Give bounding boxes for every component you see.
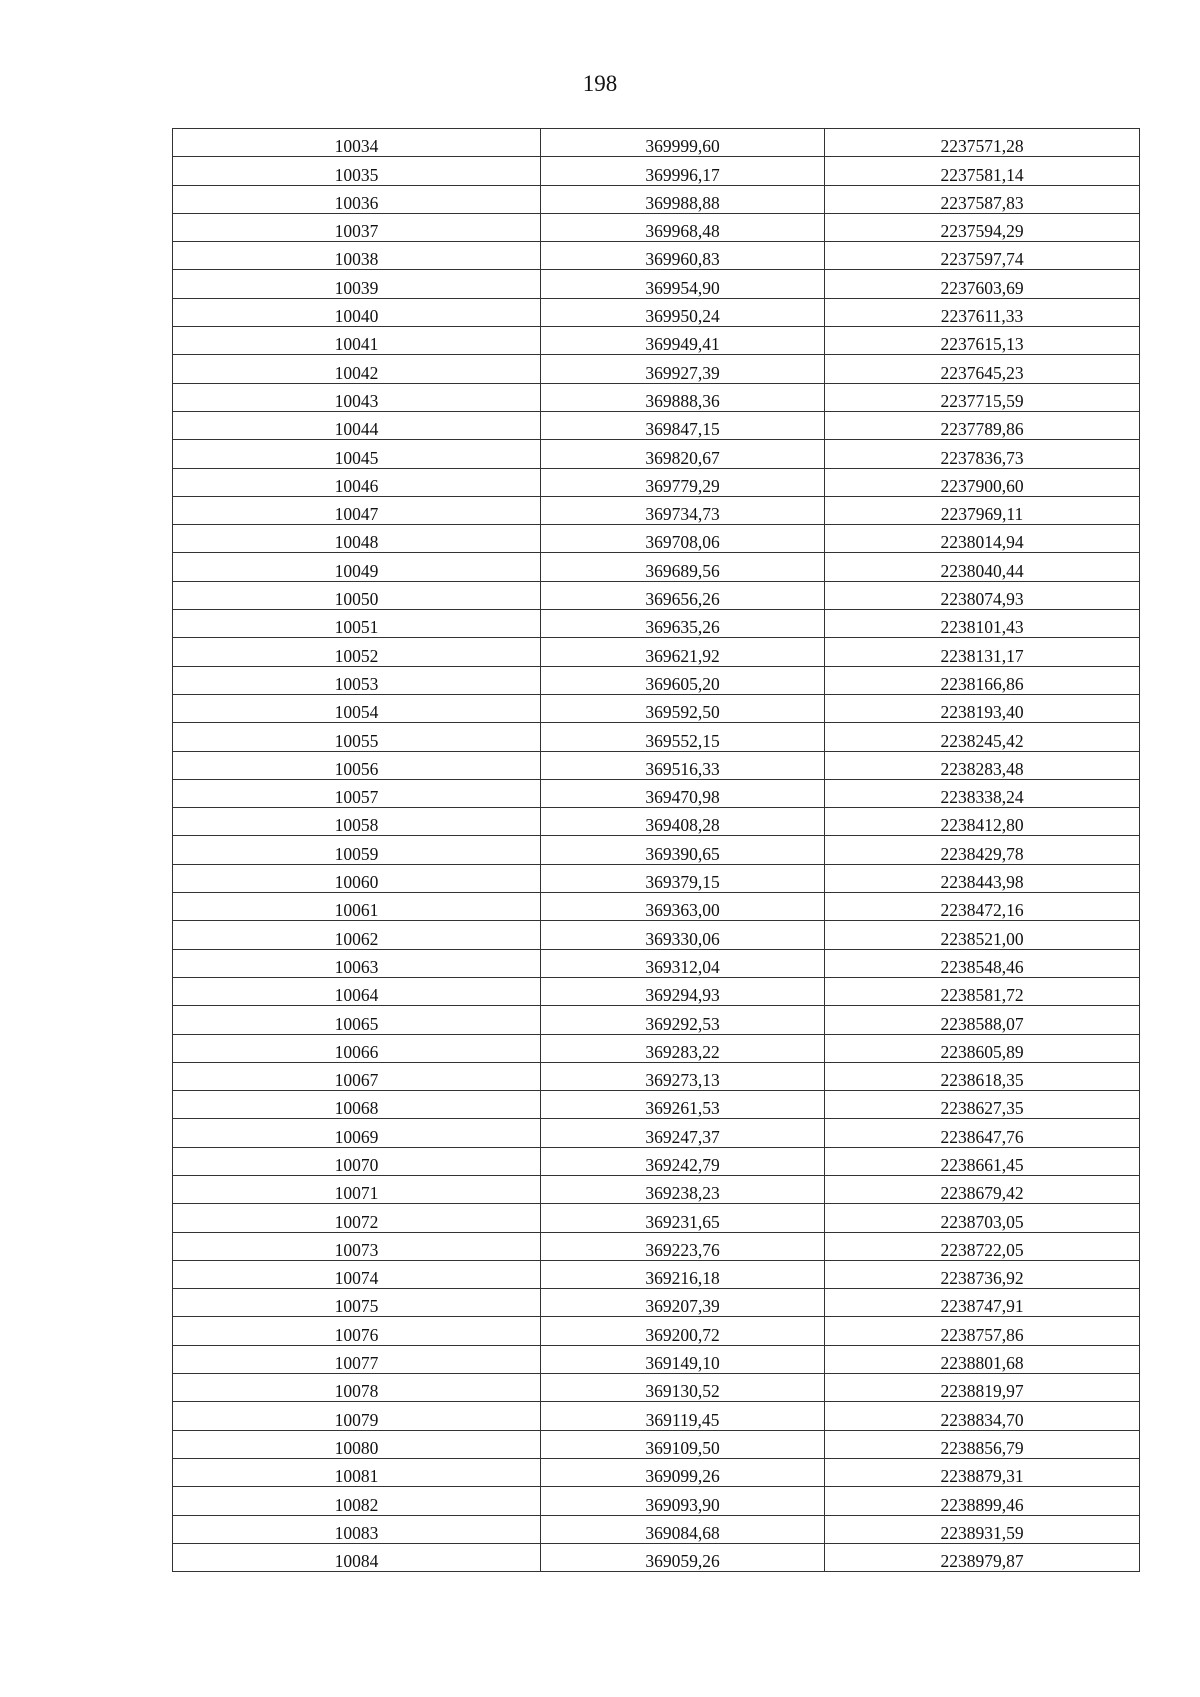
point-number-cell: 10075	[173, 1289, 541, 1317]
x-coordinate-cell: 369621,92	[541, 638, 825, 666]
y-coordinate-cell: 2237615,13	[825, 327, 1140, 355]
point-number-cell: 10051	[173, 610, 541, 638]
point-number-cell: 10053	[173, 666, 541, 694]
table-row	[173, 270, 1140, 298]
table-row	[173, 1487, 1140, 1515]
point-number-cell: 10077	[173, 1345, 541, 1373]
y-coordinate-cell: 2238879,31	[825, 1458, 1140, 1486]
point-number-cell: 10062	[173, 921, 541, 949]
table-row	[173, 553, 1140, 581]
y-coordinate-cell: 2238703,05	[825, 1204, 1140, 1232]
table-row	[173, 468, 1140, 496]
point-number-cell: 10068	[173, 1091, 541, 1119]
point-number-cell: 10079	[173, 1402, 541, 1430]
x-coordinate-cell: 369273,13	[541, 1062, 825, 1090]
y-coordinate-cell: 2237836,73	[825, 440, 1140, 468]
table-row	[173, 977, 1140, 1005]
x-coordinate-cell: 369059,26	[541, 1543, 825, 1571]
point-number-cell: 10058	[173, 808, 541, 836]
x-coordinate-cell: 369231,65	[541, 1204, 825, 1232]
table-row	[173, 1034, 1140, 1062]
point-number-cell: 10070	[173, 1147, 541, 1175]
y-coordinate-cell: 2237611,33	[825, 298, 1140, 326]
point-number-cell: 10071	[173, 1175, 541, 1203]
y-coordinate-cell: 2238443,98	[825, 864, 1140, 892]
y-coordinate-cell: 2238014,94	[825, 525, 1140, 553]
table-row	[173, 213, 1140, 241]
table-row	[173, 440, 1140, 468]
point-number-cell: 10044	[173, 411, 541, 439]
x-coordinate-cell: 369200,72	[541, 1317, 825, 1345]
page-number: 198	[582, 71, 618, 96]
table-row	[173, 1062, 1140, 1090]
y-coordinate-cell: 2238605,89	[825, 1034, 1140, 1062]
point-number-cell: 10048	[173, 525, 541, 553]
table-row	[173, 129, 1140, 157]
table-row	[173, 496, 1140, 524]
x-coordinate-cell: 369605,20	[541, 666, 825, 694]
point-number-cell: 10067	[173, 1062, 541, 1090]
x-coordinate-cell: 369988,88	[541, 185, 825, 213]
table-row	[173, 893, 1140, 921]
x-coordinate-cell: 369927,39	[541, 355, 825, 383]
table-row	[173, 1006, 1140, 1034]
x-coordinate-cell: 369968,48	[541, 213, 825, 241]
point-number-cell: 10076	[173, 1317, 541, 1345]
point-number-cell: 10063	[173, 949, 541, 977]
x-coordinate-cell: 369635,26	[541, 610, 825, 638]
x-coordinate-cell: 369330,06	[541, 921, 825, 949]
x-coordinate-cell: 369099,26	[541, 1458, 825, 1486]
table-row	[173, 1204, 1140, 1232]
point-number-cell: 10039	[173, 270, 541, 298]
x-coordinate-cell: 369390,65	[541, 836, 825, 864]
y-coordinate-cell: 2238588,07	[825, 1006, 1140, 1034]
x-coordinate-cell: 369960,83	[541, 242, 825, 270]
y-coordinate-cell: 2238193,40	[825, 694, 1140, 722]
point-number-cell: 10080	[173, 1430, 541, 1458]
x-coordinate-cell: 369283,22	[541, 1034, 825, 1062]
y-coordinate-cell: 2238627,35	[825, 1091, 1140, 1119]
point-number-cell: 10046	[173, 468, 541, 496]
y-coordinate-cell: 2237789,86	[825, 411, 1140, 439]
x-coordinate-cell: 369216,18	[541, 1260, 825, 1288]
table-row	[173, 1091, 1140, 1119]
y-coordinate-cell: 2237603,69	[825, 270, 1140, 298]
y-coordinate-cell: 2238412,80	[825, 808, 1140, 836]
table-row	[173, 779, 1140, 807]
point-number-cell: 10036	[173, 185, 541, 213]
point-number-cell: 10083	[173, 1515, 541, 1543]
table-row	[173, 581, 1140, 609]
y-coordinate-cell: 2238074,93	[825, 581, 1140, 609]
table-row	[173, 1147, 1140, 1175]
x-coordinate-cell: 369708,06	[541, 525, 825, 553]
table-row	[173, 864, 1140, 892]
table-row	[173, 1119, 1140, 1147]
x-coordinate-cell: 369592,50	[541, 694, 825, 722]
point-number-cell: 10055	[173, 723, 541, 751]
point-number-cell: 10042	[173, 355, 541, 383]
y-coordinate-cell: 2238801,68	[825, 1345, 1140, 1373]
x-coordinate-cell: 369363,00	[541, 893, 825, 921]
y-coordinate-cell: 2237581,14	[825, 157, 1140, 185]
y-coordinate-cell: 2238283,48	[825, 751, 1140, 779]
point-number-cell: 10069	[173, 1119, 541, 1147]
table-row	[173, 1515, 1140, 1543]
x-coordinate-cell: 369996,17	[541, 157, 825, 185]
point-number-cell: 10073	[173, 1232, 541, 1260]
table-row	[173, 610, 1140, 638]
table-row	[173, 298, 1140, 326]
coordinates-table-body	[173, 129, 1140, 1572]
table-row	[173, 836, 1140, 864]
x-coordinate-cell: 369084,68	[541, 1515, 825, 1543]
y-coordinate-cell: 2238647,76	[825, 1119, 1140, 1147]
x-coordinate-cell: 369149,10	[541, 1345, 825, 1373]
point-number-cell: 10043	[173, 383, 541, 411]
y-coordinate-cell: 2238472,16	[825, 893, 1140, 921]
x-coordinate-cell: 369779,29	[541, 468, 825, 496]
table-row	[173, 242, 1140, 270]
table-row	[173, 157, 1140, 185]
table-row	[173, 949, 1140, 977]
point-number-cell: 10040	[173, 298, 541, 326]
y-coordinate-cell: 2238931,59	[825, 1515, 1140, 1543]
y-coordinate-cell: 2237587,83	[825, 185, 1140, 213]
point-number-cell: 10034	[173, 129, 541, 157]
y-coordinate-cell: 2238722,05	[825, 1232, 1140, 1260]
point-number-cell: 10049	[173, 553, 541, 581]
table-row	[173, 1317, 1140, 1345]
x-coordinate-cell: 369242,79	[541, 1147, 825, 1175]
x-coordinate-cell: 369820,67	[541, 440, 825, 468]
y-coordinate-cell: 2238521,00	[825, 921, 1140, 949]
y-coordinate-cell: 2238245,42	[825, 723, 1140, 751]
y-coordinate-cell: 2238979,87	[825, 1543, 1140, 1571]
y-coordinate-cell: 2238661,45	[825, 1147, 1140, 1175]
y-coordinate-cell: 2238757,86	[825, 1317, 1140, 1345]
x-coordinate-cell: 369950,24	[541, 298, 825, 326]
table-row	[173, 1458, 1140, 1486]
table-row	[173, 1175, 1140, 1203]
point-number-cell: 10060	[173, 864, 541, 892]
x-coordinate-cell: 369247,37	[541, 1119, 825, 1147]
y-coordinate-cell: 2237645,23	[825, 355, 1140, 383]
table-row	[173, 1374, 1140, 1402]
x-coordinate-cell: 369109,50	[541, 1430, 825, 1458]
point-number-cell: 10038	[173, 242, 541, 270]
table-row	[173, 1345, 1140, 1373]
point-number-cell: 10059	[173, 836, 541, 864]
x-coordinate-cell: 369734,73	[541, 496, 825, 524]
point-number-cell: 10061	[173, 893, 541, 921]
table-row	[173, 694, 1140, 722]
y-coordinate-cell: 2237571,28	[825, 129, 1140, 157]
x-coordinate-cell: 369949,41	[541, 327, 825, 355]
point-number-cell: 10050	[173, 581, 541, 609]
x-coordinate-cell: 369238,23	[541, 1175, 825, 1203]
y-coordinate-cell: 2238131,17	[825, 638, 1140, 666]
x-coordinate-cell: 369656,26	[541, 581, 825, 609]
table-row	[173, 383, 1140, 411]
table-row	[173, 1289, 1140, 1317]
x-coordinate-cell: 369999,60	[541, 129, 825, 157]
x-coordinate-cell: 369261,53	[541, 1091, 825, 1119]
point-number-cell: 10072	[173, 1204, 541, 1232]
table-row	[173, 808, 1140, 836]
table-row	[173, 327, 1140, 355]
table-row	[173, 638, 1140, 666]
y-coordinate-cell: 2237969,11	[825, 496, 1140, 524]
y-coordinate-cell: 2238856,79	[825, 1430, 1140, 1458]
table-row	[173, 1402, 1140, 1430]
y-coordinate-cell: 2238834,70	[825, 1402, 1140, 1430]
x-coordinate-cell: 369130,52	[541, 1374, 825, 1402]
y-coordinate-cell: 2238548,46	[825, 949, 1140, 977]
point-number-cell: 10052	[173, 638, 541, 666]
point-number-cell: 10045	[173, 440, 541, 468]
point-number-cell: 10041	[173, 327, 541, 355]
point-number-cell: 10074	[173, 1260, 541, 1288]
table-row	[173, 1543, 1140, 1571]
y-coordinate-cell: 2238618,35	[825, 1062, 1140, 1090]
x-coordinate-cell: 369294,93	[541, 977, 825, 1005]
point-number-cell: 10035	[173, 157, 541, 185]
y-coordinate-cell: 2238747,91	[825, 1289, 1140, 1317]
y-coordinate-cell: 2238736,92	[825, 1260, 1140, 1288]
y-coordinate-cell: 2237597,74	[825, 242, 1140, 270]
point-number-cell: 10078	[173, 1374, 541, 1402]
x-coordinate-cell: 369292,53	[541, 1006, 825, 1034]
table-row	[173, 1430, 1140, 1458]
point-number-cell: 10056	[173, 751, 541, 779]
point-number-cell: 10066	[173, 1034, 541, 1062]
point-number-cell: 10081	[173, 1458, 541, 1486]
y-coordinate-cell: 2237715,59	[825, 383, 1140, 411]
point-number-cell: 10057	[173, 779, 541, 807]
x-coordinate-cell: 369408,28	[541, 808, 825, 836]
y-coordinate-cell: 2238166,86	[825, 666, 1140, 694]
x-coordinate-cell: 369516,33	[541, 751, 825, 779]
x-coordinate-cell: 369552,15	[541, 723, 825, 751]
table-row	[173, 411, 1140, 439]
point-number-cell: 10054	[173, 694, 541, 722]
table-row	[173, 666, 1140, 694]
point-number-cell: 10047	[173, 496, 541, 524]
x-coordinate-cell: 369223,76	[541, 1232, 825, 1260]
table-row	[173, 751, 1140, 779]
y-coordinate-cell: 2238899,46	[825, 1487, 1140, 1515]
y-coordinate-cell: 2237594,29	[825, 213, 1140, 241]
y-coordinate-cell: 2237900,60	[825, 468, 1140, 496]
table-row	[173, 1260, 1140, 1288]
x-coordinate-cell: 369888,36	[541, 383, 825, 411]
table-row	[173, 525, 1140, 553]
x-coordinate-cell: 369379,15	[541, 864, 825, 892]
y-coordinate-cell: 2238101,43	[825, 610, 1140, 638]
y-coordinate-cell: 2238429,78	[825, 836, 1140, 864]
y-coordinate-cell: 2238040,44	[825, 553, 1140, 581]
point-number-cell: 10084	[173, 1543, 541, 1571]
y-coordinate-cell: 2238581,72	[825, 977, 1140, 1005]
x-coordinate-cell: 369847,15	[541, 411, 825, 439]
coordinates-table	[172, 128, 1140, 1572]
y-coordinate-cell: 2238819,97	[825, 1374, 1140, 1402]
point-number-cell: 10037	[173, 213, 541, 241]
x-coordinate-cell: 369689,56	[541, 553, 825, 581]
x-coordinate-cell: 369312,04	[541, 949, 825, 977]
x-coordinate-cell: 369954,90	[541, 270, 825, 298]
x-coordinate-cell: 369119,45	[541, 1402, 825, 1430]
x-coordinate-cell: 369207,39	[541, 1289, 825, 1317]
point-number-cell: 10082	[173, 1487, 541, 1515]
point-number-cell: 10064	[173, 977, 541, 1005]
table-row	[173, 1232, 1140, 1260]
x-coordinate-cell: 369093,90	[541, 1487, 825, 1515]
x-coordinate-cell: 369470,98	[541, 779, 825, 807]
table-row	[173, 355, 1140, 383]
table-row	[173, 723, 1140, 751]
point-number-cell: 10065	[173, 1006, 541, 1034]
y-coordinate-cell: 2238679,42	[825, 1175, 1140, 1203]
table-row	[173, 921, 1140, 949]
y-coordinate-cell: 2238338,24	[825, 779, 1140, 807]
table-row	[173, 185, 1140, 213]
